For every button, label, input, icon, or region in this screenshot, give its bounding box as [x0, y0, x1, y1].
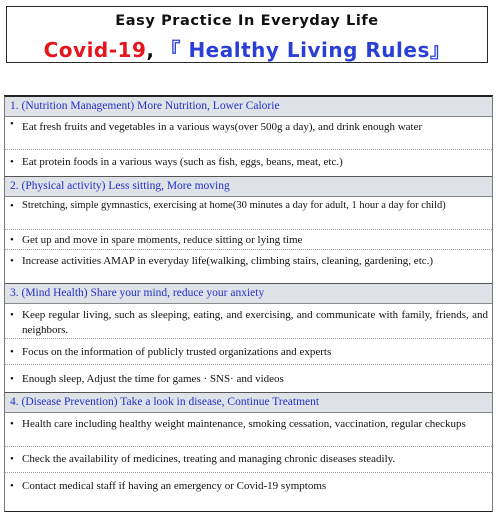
- bullet-icon: •: [10, 309, 14, 321]
- bullet-icon: •: [10, 453, 14, 465]
- list-item: • Eat fresh fruits and vegetables in a various ways(over 500g a day), and drink enough water: [5, 117, 492, 150]
- bullet-icon: •: [10, 255, 14, 267]
- list-item: • Contact medical staff if having an emergency or Covid-19 symptoms: [10, 480, 327, 492]
- title-healthy-living-rules: 『 Healthy Living Rules』: [160, 38, 451, 62]
- list-item: • Eat protein foods in a various ways (such as fish, eggs, beans, meat, etc.): [10, 156, 343, 168]
- bullet-icon: •: [10, 118, 14, 130]
- list-item: • Check the availability of medicines, treating and managing chronic diseases steadily.: [5, 447, 492, 473]
- list-item: • Stretching, simple gymnastics, exercising at home(30 minutes a day for adult, 1 hour a day for child): [5, 197, 492, 230]
- list-item: • Enough sleep, Adjust the time for games · SNS· and videos: [10, 373, 284, 385]
- list-item: • Health care including healthy weight maintenance, smoking cessation, vaccination, regular checkups: [5, 413, 492, 447]
- list-item: • Get up and move in spare moments, reduce sitting or lying time: [5, 230, 492, 250]
- section-heading-nutrition: 1. (Nutrition Management) More Nutrition, Lower Calorie: [5, 97, 492, 117]
- list-item: • Increase activities AMAP in everyday life(walking, climbing stairs, cleaning, gardening, etc.): [10, 255, 434, 267]
- subtitle: Easy Practice In Everyday Life: [115, 13, 379, 29]
- list-item: • Keep regular living, such as sleeping, eating, and exercising, and communicate with family, friends, and neighbors.: [5, 304, 492, 339]
- section-heading-physical-activity: 2. (Physical activity) Less sitting, More moving: [5, 176, 492, 197]
- title-box: [6, 6, 488, 63]
- bullet-icon: •: [10, 234, 14, 246]
- title-covid: Covid-19: [43, 38, 147, 62]
- list-item: • Focus on the information of publicly trusted organizations and experts: [5, 339, 492, 365]
- bullet-icon: •: [10, 418, 14, 430]
- bullet-icon: •: [10, 373, 14, 385]
- title-comma: ,: [146, 38, 155, 62]
- bullet-icon: •: [10, 346, 14, 358]
- bullet-icon: •: [10, 200, 14, 212]
- section-heading-mind-health: 3. (Mind Health) Share your mind, reduce your anxiety: [5, 283, 492, 304]
- rules-table: [4, 95, 493, 512]
- bullet-icon: •: [10, 156, 14, 168]
- main-title: [7, 34, 487, 63]
- section-heading-disease-prevention: 4. (Disease Prevention) Take a look in disease, Continue Treatment: [5, 392, 492, 413]
- bullet-icon: •: [10, 480, 14, 492]
